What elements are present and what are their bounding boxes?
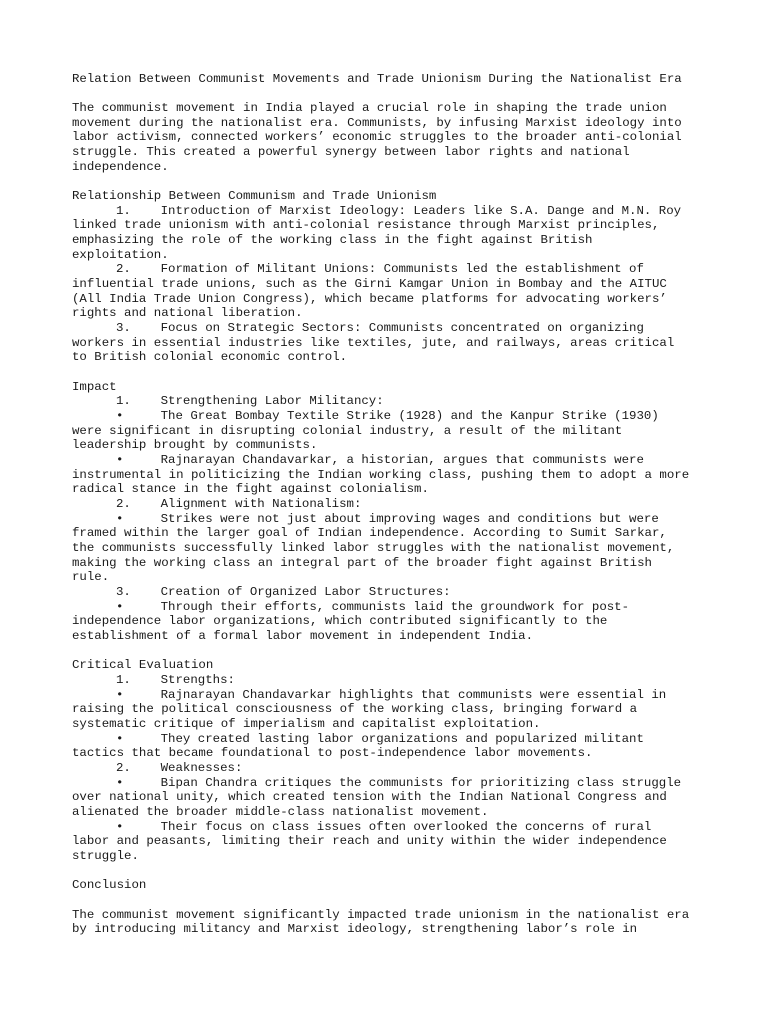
evaluation-line: • They created lasting labor organizations and popularized militant [116,732,644,746]
evaluation-line: • Their focus on class issues often overlooked the concerns of rural [116,820,652,834]
impact-line: leadership brought by communists. [72,438,318,452]
list-item: 3. Focus on Strategic Sectors: Communists concentrated on organizing [116,321,644,335]
evaluation-line: systematic critique of imperialism and capitalist exploitation. [72,717,541,731]
impact-line: independence labor organizations, which contributed significantly to the [72,614,608,628]
list-item-continuation: linked trade unionism with anti-colonial resistance through Marxist principles, [72,218,660,232]
evaluation-line: alienated the broader middle-class nationalist movement. [72,805,489,819]
evaluation-line: • Bipan Chandra critiques the communists for prioritizing class struggle [116,776,682,790]
section-heading-conclusion: Conclusion [72,878,147,892]
intro-line: labor activism, connected workers’ economic struggles to the broader anti-colonial [72,130,682,144]
impact-line: 3. Creation of Organized Labor Structures: [116,585,451,599]
impact-line: establishment of a formal labor movement in independent India. [72,629,534,643]
impact-line: the communists successfully linked labor struggles with the nationalist movement, [72,541,675,555]
list-item-continuation: rights and national liberation. [72,306,303,320]
impact-line: • The Great Bombay Textile Strike (1928) and the Kanpur Strike (1930) [116,409,659,423]
list-item: 2. Formation of Militant Unions: Communists led the establishment of [116,262,644,276]
evaluation-line: over national unity, which created tension with the Indian National Congress and [72,790,667,804]
impact-line: 2. Alignment with Nationalism: [116,497,362,511]
evaluation-line: labor and peasants, limiting their reach and unity within the wider independence [72,834,667,848]
list-item-continuation: to British colonial economic control. [72,350,348,364]
list-item: 1. Introduction of Marxist Ideology: Leaders like S.A. Dange and M.N. Roy [116,204,682,218]
impact-line: making the working class an integral part of the broader fight against British [72,556,652,570]
evaluation-line: struggle. [72,849,139,863]
impact-line: • Strikes were not just about improving wages and conditions but were [116,512,659,526]
list-item-continuation: exploitation. [72,248,169,262]
evaluation-line: tactics that became foundational to post-independence labor movements. [72,746,593,760]
impact-line: 1. Strengthening Labor Militancy: [116,394,384,408]
list-item-continuation: influential trade unions, such as the Girni Kamgar Union in Bombay and the AITUC [72,277,667,291]
impact-line: radical stance in the fight against colonialism. [72,482,429,496]
impact-line: framed within the larger goal of Indian independence. According to Sumit Sarkar, [72,526,667,540]
section-heading-relationship: Relationship Between Communism and Trade Unionism [72,189,437,203]
intro-line: struggle. This created a powerful synergy between labor rights and national [72,145,630,159]
intro-line: The communist movement in India played a crucial role in shaping the trade union [72,101,667,115]
document-title: Relation Between Communist Movements and Trade Unionism During the Nationalist Era [72,72,682,86]
impact-line: • Rajnarayan Chandavarkar, a historian, argues that communists were [116,453,644,467]
conclusion-line: The communist movement significantly impacted trade unionism in the nationalist era [72,908,690,922]
evaluation-line: • Rajnarayan Chandavarkar highlights that communists were essential in [116,688,667,702]
list-item-continuation: (All India Trade Union Congress), which became platforms for advocating workers’ [72,292,667,306]
list-item-continuation: workers in essential industries like textiles, jute, and railways, areas critical [72,336,675,350]
section-heading-evaluation: Critical Evaluation [72,658,214,672]
list-item-continuation: emphasizing the role of the working class in the fight against British [72,233,593,247]
evaluation-line: 2. Weaknesses: [116,761,243,775]
impact-line: were significant in disrupting colonial industry, a result of the militant [72,424,623,438]
section-heading-impact: Impact [72,380,117,394]
impact-line: instrumental in politicizing the Indian working class, pushing them to adopt a more [72,468,690,482]
evaluation-line: raising the political consciousness of the working class, bringing forward a [72,702,638,716]
intro-line: movement during the nationalist era. Communists, by infusing Marxist ideology into [72,116,682,130]
impact-line: rule. [72,570,110,584]
intro-line: independence. [72,160,169,174]
impact-line: • Through their efforts, communists laid the groundwork for post- [116,600,630,614]
evaluation-line: 1. Strengths: [116,673,235,687]
conclusion-line: by introducing militancy and Marxist ideology, strengthening labor’s role in [72,922,638,936]
